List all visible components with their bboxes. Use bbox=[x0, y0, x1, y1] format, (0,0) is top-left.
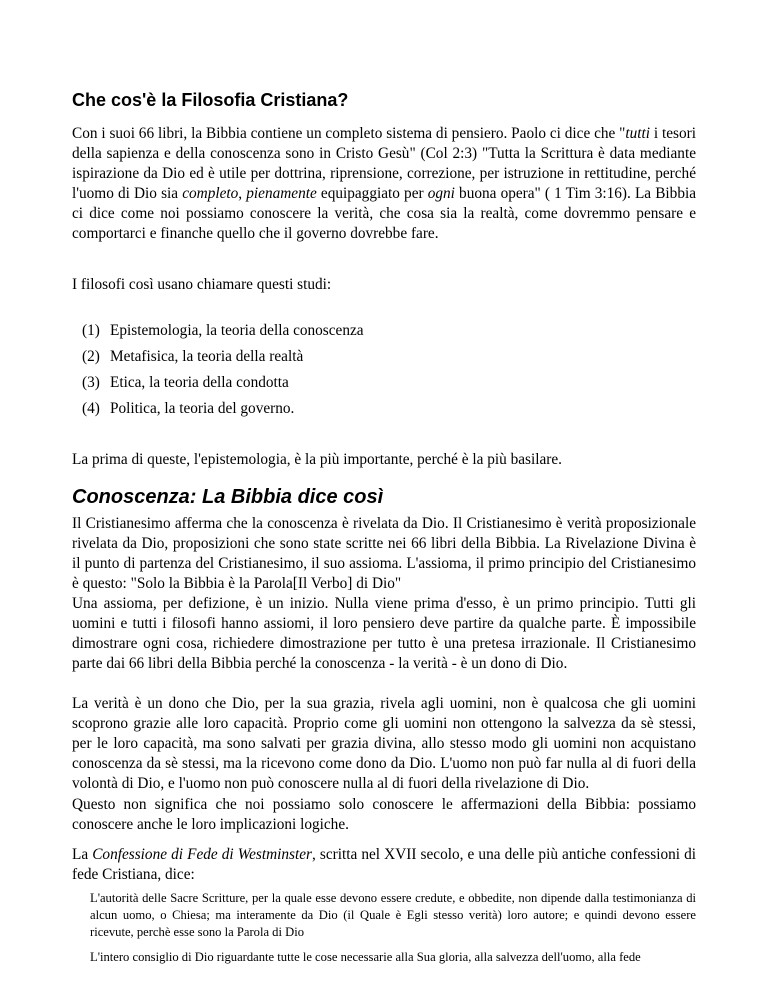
emphasis-text: completo bbox=[182, 185, 239, 202]
list-number: (4) bbox=[82, 400, 100, 417]
text-run: equipaggiato per bbox=[316, 185, 428, 202]
text-run: , scritta nel XVII secolo, e una delle più antiche confessioni di fede Cristiana, dice: bbox=[72, 846, 696, 883]
list-text: Metafisica, la teoria della realtà bbox=[110, 348, 304, 365]
section-paragraph-1: Il Cristianesimo afferma che la conoscenza è rivelata da Dio. Il Cristianesimo è verità proposizionale rivelata da Dio, proposizioni che sono state scritte nei 66 libri della Bibbia. La Rivelazione Divina è il punto di partenza del Cristianesimo, il suo assioma. L'assioma, il primo principio del Cristianesimo è questo: "Solo la Bibbia è la Parola[Il Verbo] di Dio" bbox=[72, 515, 696, 592]
section-paragraph-5 bbox=[72, 845, 696, 885]
list-item bbox=[82, 347, 682, 373]
intro-paragraph-3: La prima di queste, l'epistemologia, è la più importante, perché è la più basilare. bbox=[72, 451, 562, 468]
emphasis-text: pienamente bbox=[246, 185, 317, 202]
list-number: (2) bbox=[82, 348, 100, 365]
list-item bbox=[82, 321, 682, 347]
list-text: Politica, la teoria del governo. bbox=[110, 400, 295, 417]
text-run: , bbox=[238, 185, 247, 202]
text-run: La bbox=[72, 846, 93, 863]
section-heading: Conoscenza: La Bibbia dice così bbox=[72, 486, 384, 508]
confession-quote-2: L'intero consiglio di Dio riguardante tutte le cose necessarie alla Sua gloria, alla salvezza dell'uomo, alla fede bbox=[90, 950, 641, 964]
list-item bbox=[82, 399, 682, 425]
emphasis-text: ogni bbox=[427, 185, 455, 202]
section-paragraph-4: Questo non significa che noi possiamo solo conoscere le affermazioni della Bibbia: possiamo conoscere anche le loro implicazioni logiche. bbox=[72, 796, 696, 833]
list-number: (1) bbox=[82, 322, 100, 339]
text-run: buona opera" ( 1 Tim 3:16). La Bibbia ci dice come noi possiamo conoscere la verità, che cosa sia la realtà, come dovremmo pensare e comportarci e finanche quello che il governo dovrebbe fare. bbox=[72, 185, 697, 242]
emphasis-text: Confessione di Fede di Westminster bbox=[92, 846, 312, 863]
intro-paragraph-2: I filosofi così usano chiamare questi studi: bbox=[72, 276, 332, 293]
section-paragraph-3: La verità è un dono che Dio, per la sua grazia, rivela agli uomini, non è qualcosa che gli uomini scoprono grazie alle loro capacità. Proprio come gli uomini non ottengono la salvezza da sè stessi, per le loro capacità, ma sono salvati per grazia divina, allo stesso modo gli uomini non acquistano conoscenza da sè stessi, ma la ricevono come dono da Dio. L'uomo non può far nulla al di fuori della volontà di Dio, e l'uomo non può conoscere nulla al di fuori della rivelazione di Dio. bbox=[72, 695, 696, 792]
section-paragraph-2: Una assioma, per defizione, è un inizio. Nulla viene prima d'esso, è un primo principio. Tutti gli uomini e tutti i filosofi hanno assiomi, il loro pensiero deve partire da qualche parte. È impossibile dimostrare ogni cosa, richiedere dimostrazione per tutto è una pretesa irrazionale. Il Cristianesimo parte dai 66 libri della Bibbia perché la conoscenza - la verità - è un dono di Dio. bbox=[72, 595, 696, 672]
emphasis-text: tutti bbox=[625, 125, 651, 142]
intro-paragraph-1 bbox=[72, 124, 696, 244]
page-title: Che cos'è la Filosofia Cristiana? bbox=[72, 90, 349, 110]
list-text: Epistemologia, la teoria della conoscenza bbox=[110, 322, 364, 339]
text-run: i tesori della sapienza e della conoscenza sono in Cristo Gesù" (Col 2:3) "Tutta la Scrittura è data mediante ispirazione da Dio ed è utile per dottrina, riprensione, correzione, per istruzione in rettitudine, perché l'uomo di Dio sia bbox=[72, 125, 696, 202]
topics-list bbox=[82, 321, 682, 425]
list-number: (3) bbox=[82, 374, 100, 391]
list-item bbox=[82, 373, 682, 399]
list-text: Etica, la teoria della condotta bbox=[110, 374, 289, 391]
text-run: Con i suoi 66 libri, la Bibbia contiene un completo sistema di pensiero. Paolo ci dice che " bbox=[72, 125, 626, 142]
confession-quote-1: L'autorità delle Sacre Scritture, per la quale esse devono essere credute, e obbedite, non dipende dalla testimonianza di alcun uomo, o Chiesa; ma interamente da Dio (il Quale è Egli stesso verità) loro autore; e quindi devono essere ricevute, perchè esse sono la Parola di Dio bbox=[90, 891, 696, 939]
